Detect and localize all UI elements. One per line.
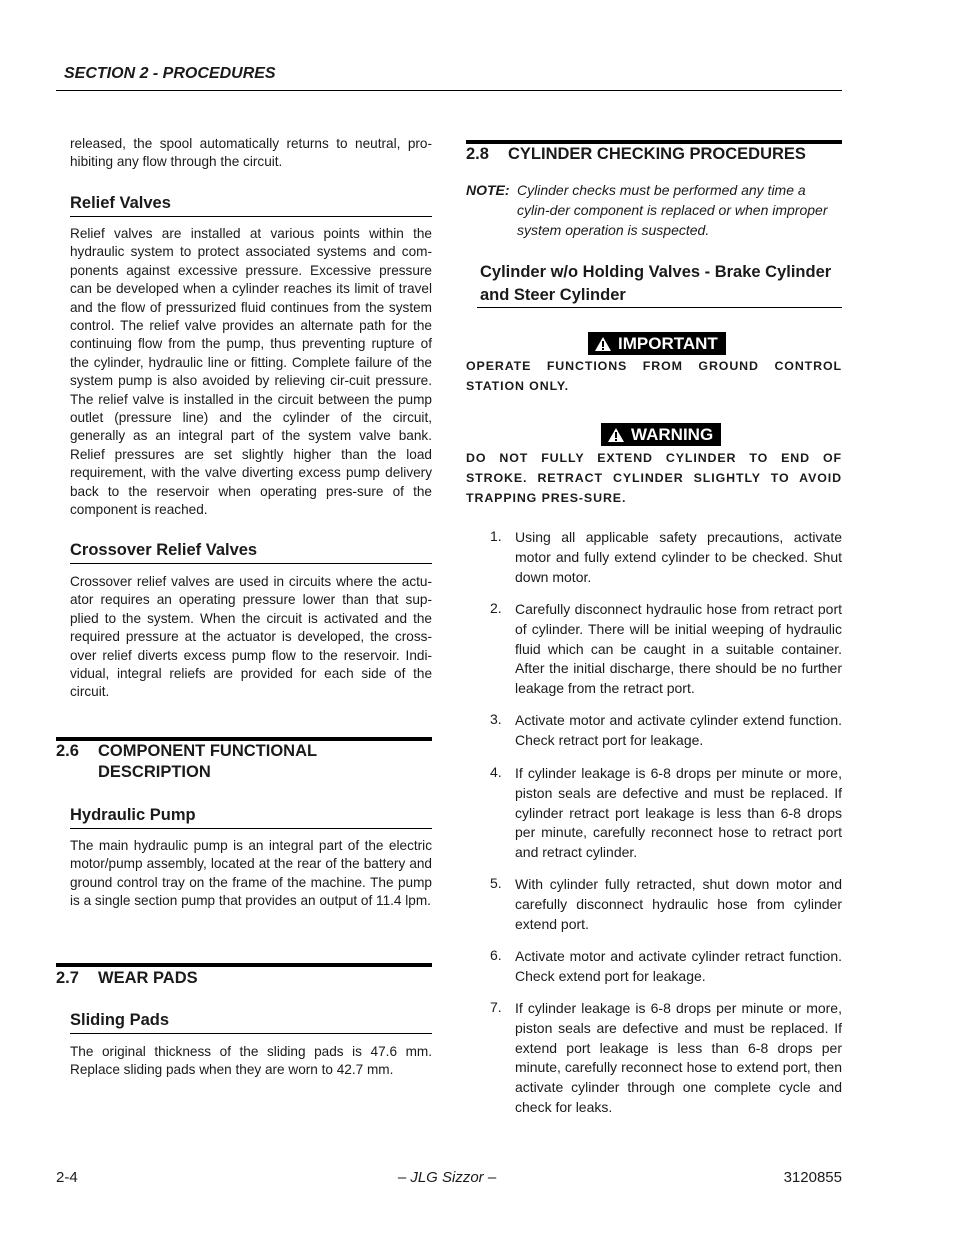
important-badge (588, 332, 726, 355)
cylinder-heading: Cylinder w/o Holding Valves - Brake Cylinder and Steer Cylinder (480, 263, 832, 304)
step-text: Activate motor and activate cylinder extend function. Check retract port for leakage. (515, 712, 842, 748)
warning-text: DO NOT FULLY EXTEND CYLINDER TO END OF STROKE. RETRACT CYLINDER SLIGHTLY TO AVOID TRAPPING PRES-SURE. (466, 451, 842, 505)
footer-title: – JLG Sizzor – (397, 1169, 497, 1186)
step-number: 7. (490, 999, 502, 1015)
step-text: With cylinder fully retracted, shut down motor and carefully disconnect hydraulic hose from cylinder extend port. (515, 876, 842, 932)
step-number: 2. (490, 600, 502, 616)
section-2-8-heading (466, 145, 842, 167)
crossover-body: Crossover relief valves are used in circuits where the actu-ator requires an operating pressure lower than that sup-plied to the system. When the circuit is activated and the required pressure at the actuator is developed, the cross-over relief diverts excess pump flow to the reservoir. Indi-vidual, integral reliefs are provided for each side of the circuit. (70, 574, 432, 700)
section-number: 2.7 (56, 969, 79, 987)
section-2-6-heading (56, 742, 432, 786)
step-text: Carefully disconnect hydraulic hose from retract port of cylinder. There will be initial weeping of hydraulic fluid which can be caught in a suitable container. After the initial discharge, there should be no further leakage from the retract port. (515, 601, 842, 697)
hydraulic-pump-body: The main hydraulic pump is an integral part of the electric motor/pump assembly, located at the rear of the battery and ground control tray on the frame of the machine. The pump is a single section pump that provides an output of 11.4 lpm. (70, 838, 432, 909)
step-number: 6. (490, 947, 502, 963)
section-number: 2.6 (56, 742, 79, 760)
warning-label: WARNING (631, 425, 714, 444)
hydraulic-pump-heading: Hydraulic Pump (70, 806, 196, 824)
note-label: NOTE: (466, 182, 510, 198)
step-number: 4. (490, 764, 502, 780)
subheading-rule (477, 307, 842, 308)
section-2-7-heading (56, 969, 432, 991)
relief-valves-heading: Relief Valves (70, 194, 171, 212)
important-label: IMPORTANT (618, 334, 718, 353)
subheading-rule (70, 216, 432, 217)
document-number: 3120855 (783, 1169, 842, 1186)
sliding-pads-body: The original thickness of the sliding pads is 47.6 mm. Replace sliding pads when they are worn to 42.7 mm. (70, 1044, 432, 1078)
important-text: OPERATE FUNCTIONS FROM GROUND CONTROL STATION ONLY. (466, 359, 842, 393)
step-text: Activate motor and activate cylinder retract function. Check extend port for leakage. (515, 948, 842, 984)
step-number: 5. (490, 875, 502, 891)
warning-triangle-icon (607, 427, 625, 443)
section-number: 2.8 (466, 145, 489, 163)
relief-valves-body: Relief valves are installed at various points within the hydraulic system to protect associated systems and com-ponents against excessive pressure. Excessive pressure can be developed when a cylinder reaches its limit of travel and the flow of pressurized fluid continues from the system control. The relief valve provides an alternate path for the continuing flow from the pump, thus preventing rupture of the cylinder, hydraulic line or fitting. Complete failure of the system pump is also avoided by relieving cir-cuit pressure. The relief valve is installed in the circuit between the pump outlet (pressure line) and the cylinder of the circuit, generally as an integral part of the system valve bank. Relief pressures are set slightly higher than the load requirement, with the valve diverting excess pump delivery back to the reservoir when operating pres-sure of the component is reached. (70, 226, 432, 518)
section-title: WEAR PADS (98, 969, 198, 987)
header-rule (56, 90, 842, 91)
section-title: CYLINDER CHECKING PROCEDURES (508, 145, 806, 163)
section-title-line1: COMPONENT FUNCTIONAL (98, 742, 318, 760)
step-text: If cylinder leakage is 6-8 drops per minute or more, piston seals are defective and must be replaced. If extend port leakage is less than 6-8 drops per minute, carefully reconnect hose to extend port, then activate cylinder through one complete cycle and check for leaks. (515, 1000, 842, 1115)
intro-paragraph: released, the spool automatically returns to neutral, pro-hibiting any flow through the circuit. (70, 136, 432, 170)
warning-triangle-icon (594, 336, 612, 352)
section-header: SECTION 2 - PROCEDURES (64, 65, 276, 82)
step-number: 3. (490, 711, 502, 727)
step-text: If cylinder leakage is 6-8 drops per minute or more, piston seals are defective and must be replaced. If cylinder retract port leakage is less than 6-8 drops per minute, carefully reconnect hose to retract port and retract cylinder. (515, 765, 842, 861)
page-number: 2-4 (56, 1169, 78, 1186)
crossover-heading: Crossover Relief Valves (70, 541, 258, 559)
sliding-pads-heading: Sliding Pads (70, 1011, 170, 1029)
note-body: Cylinder checks must be performed any time a cylin-der component is replaced or when improper system operation is suspected. (517, 182, 828, 238)
step-number: 1. (490, 528, 502, 544)
section-rule (56, 737, 432, 741)
section-rule (56, 963, 432, 967)
subheading-rule (70, 1033, 432, 1034)
section-title-line2: DESCRIPTION (98, 763, 211, 781)
subheading-rule (70, 563, 432, 564)
warning-badge (601, 423, 721, 446)
step-text: Using all applicable safety precautions, activate motor and fully extend cylinder to be checked. Shut down motor. (515, 529, 842, 585)
section-rule (466, 140, 842, 144)
subheading-rule (70, 828, 432, 829)
